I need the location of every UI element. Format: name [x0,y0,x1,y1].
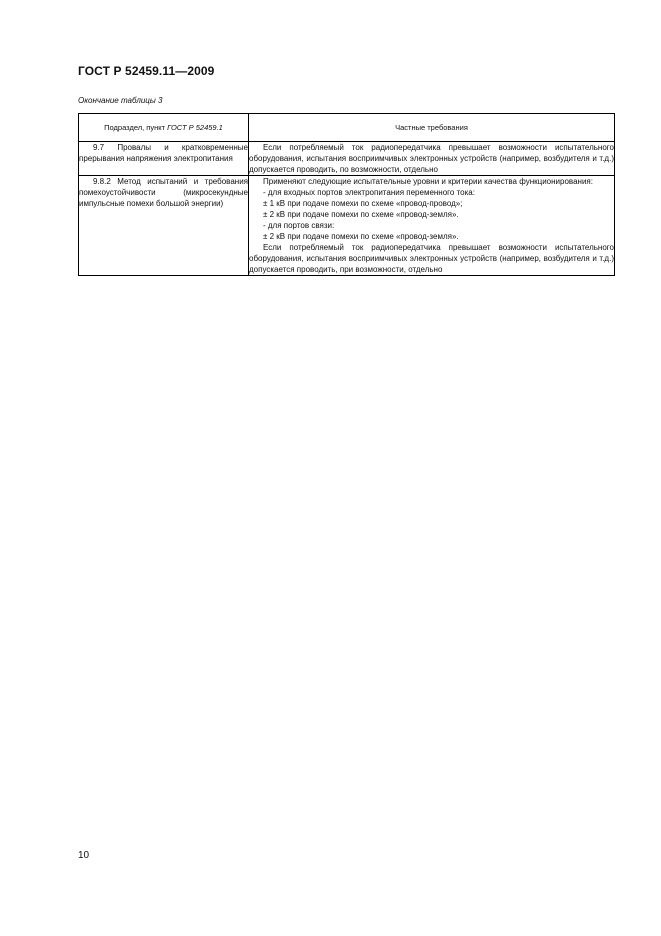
document-title: ГОСТ Р 52459.11—2009 [78,64,215,78]
table-caption: Окончание таблицы 3 [78,96,163,105]
section-text: 9.8.2 Метод испытаний и требования помехоустойчивости (микросекундные импульсные помехи большой энергии) [79,177,248,208]
column-header-section-ref: ГОСТ Р 52459.1 [167,123,223,132]
column-header-section [79,114,249,142]
requirements-cell [249,176,615,276]
column-header-requirements: Частные требования [249,114,615,142]
page-number: 10 [78,850,90,861]
requirement-paragraph: Применяют следующие испытательные уровни и критерии качества функционирования: [263,177,593,186]
table-header-row [79,114,615,142]
column-header-section-prefix: Подраздел, пункт [104,123,168,132]
requirement-line: - для входных портов электропитания переменного тока: [263,188,475,197]
requirement-line: ± 1 кВ при подаче помехи по схеме «провод-провод»; [263,199,463,208]
requirement-paragraph: Если потребляемый ток радиопередатчика превышает возможности испытательного оборудования, испытания восприимчивых электронных устройств (например, возбудителя и т.д.) допускается проводить, при возможности, отдельно [249,243,614,274]
requirement-line: ± 2 кВ при подаче помехи по схеме «провод-земля». [263,232,459,241]
requirement-line: ± 2 кВ при подаче помехи по схеме «провод-земля». [263,210,459,219]
section-text: 9.7 Провалы и кратковременные прерывания напряжения электропитания [79,143,248,163]
requirements-cell [249,142,615,176]
requirements-table [78,113,615,276]
table-row [79,176,615,276]
table-row [79,142,615,176]
section-cell [79,176,249,276]
requirement-line: - для портов связи: [263,221,335,230]
requirement-paragraph: Если потребляемый ток радиопередатчика превышает возможности испытательного оборудования, испытания восприимчивых электронных устройств (например, возбудителя и т.д.) допускается проводить, по возможности, отдельно [249,143,614,174]
section-cell [79,142,249,176]
